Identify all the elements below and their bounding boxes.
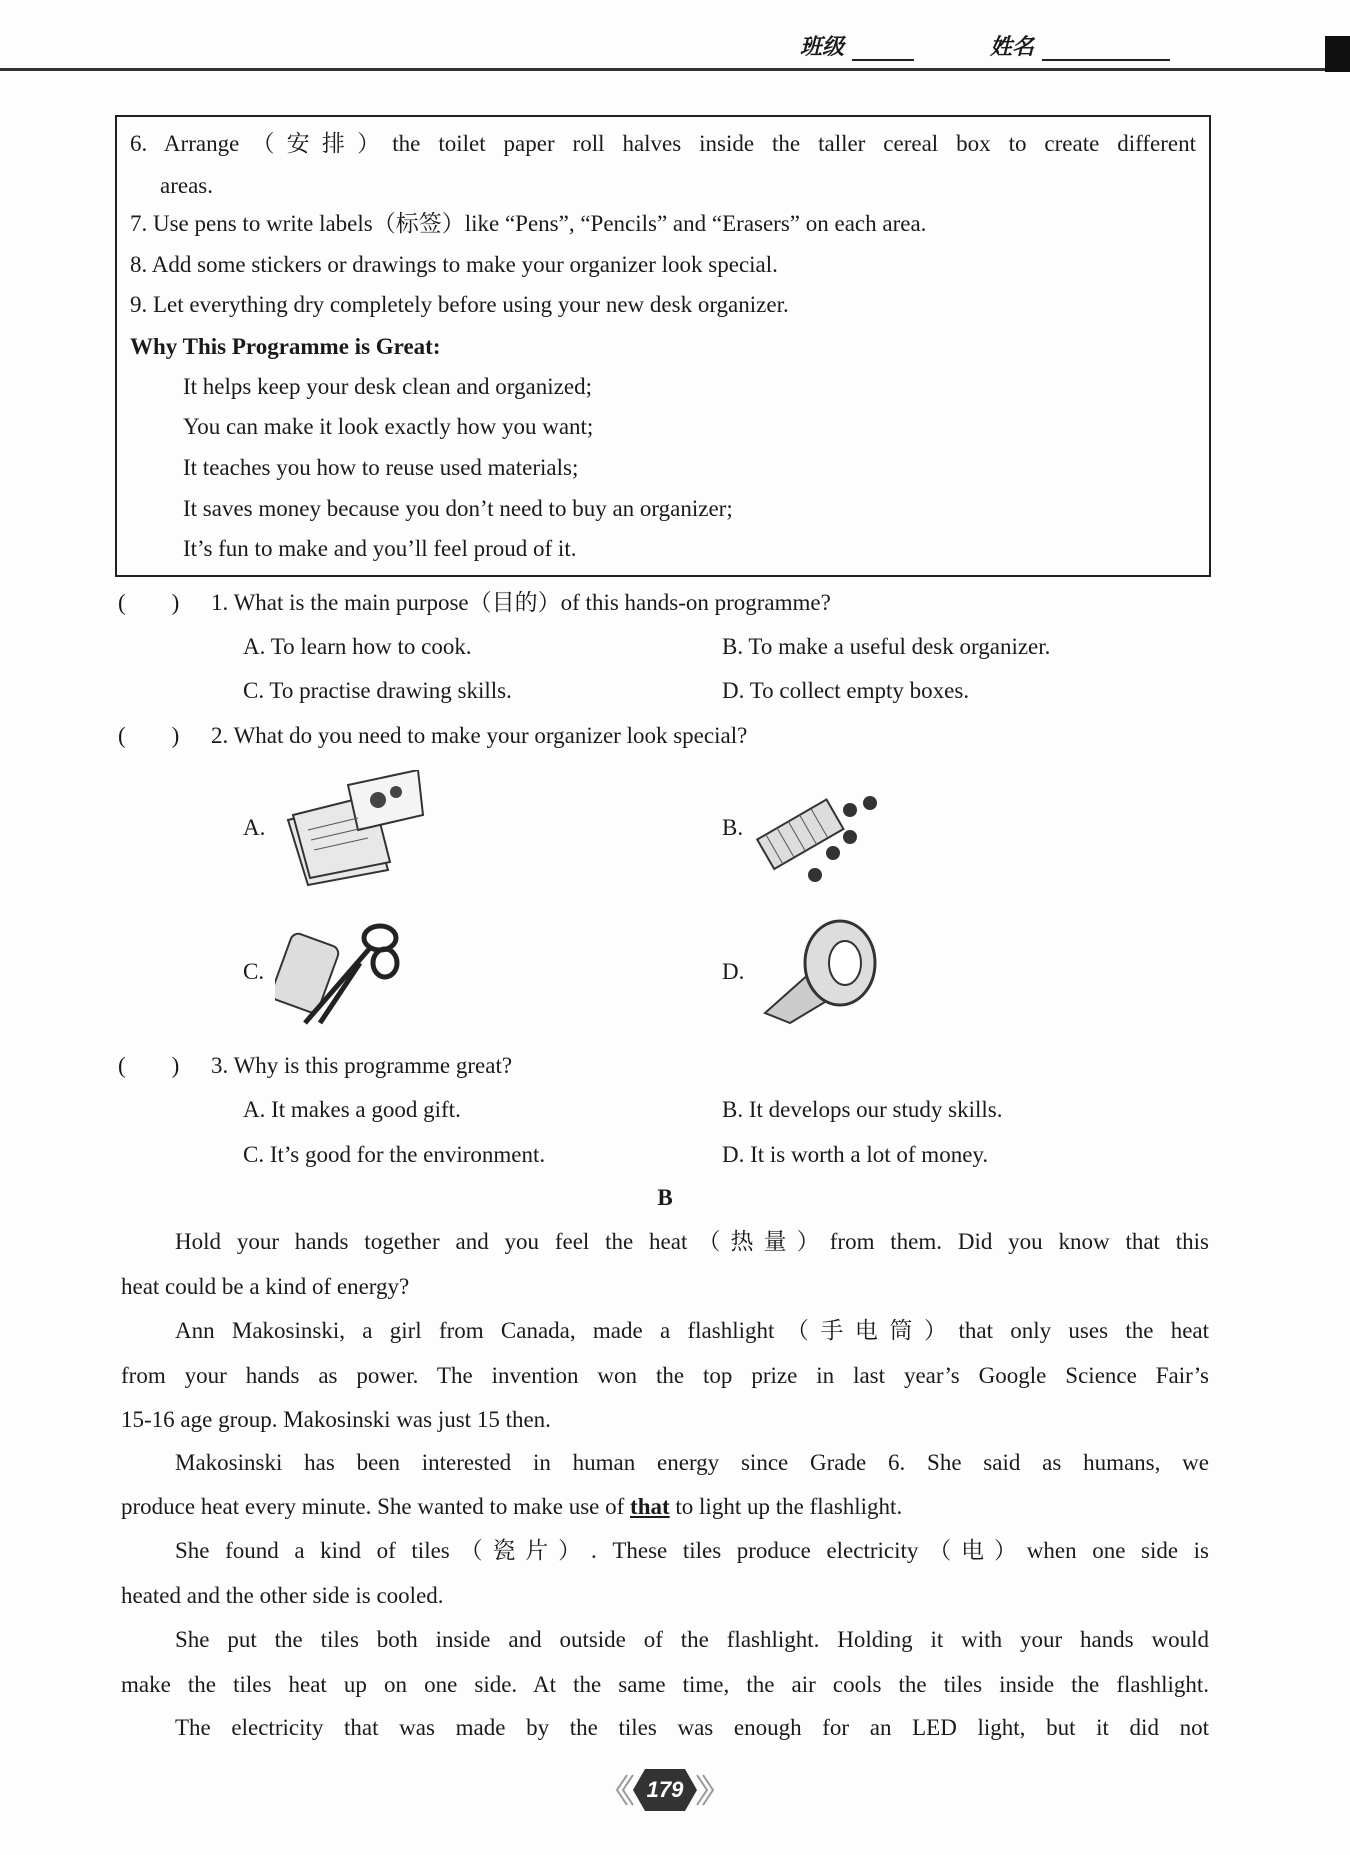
- stickers-image: [755, 785, 885, 885]
- passage-line: heat could be a kind of energy?: [121, 1274, 410, 1299]
- section-b-title: B: [657, 1185, 673, 1210]
- header-rule: [0, 68, 1325, 71]
- name-field[interactable]: [1042, 37, 1170, 61]
- answer-blank[interactable]: ( ): [118, 723, 180, 748]
- option-c: C. It’s good for the environment.: [243, 1142, 546, 1167]
- passage-line: from your hands as power. The invention won the top prize in last year’s Google Science Fair’s: [121, 1363, 1209, 1388]
- passage-line: She put the tiles both inside and outside of the flashlight. Holding it with your hands would: [175, 1627, 1209, 1652]
- question-1: 1. What is the main purpose（目的）of this hands-on programme?: [211, 590, 831, 615]
- passage-line: The electricity that was made by the tiles was enough for an LED light, but it did not: [175, 1715, 1209, 1740]
- option-a: A.: [243, 815, 266, 840]
- question-2: 2. What do you need to make your organizer look special?: [211, 723, 748, 748]
- step-8: 8. Add some stickers or drawings to make your organizer look special.: [130, 252, 778, 277]
- passage-line: Ann Makosinski, a girl from Canada, made a flashlight（手电筒）that only uses the heat: [175, 1318, 1209, 1343]
- step-7: 7. Use pens to write labels（标签）like “Pens”, “Pencils” and “Erasers” on each area.: [130, 211, 927, 236]
- step-9: 9. Let everything dry completely before using your new desk organizer.: [130, 292, 789, 317]
- class-field[interactable]: [852, 37, 914, 61]
- passage-line: [121, 1487, 902, 1527]
- step-6-cont: areas.: [160, 173, 213, 198]
- reason: It’s fun to make and you’ll feel proud of it.: [183, 536, 577, 561]
- why-heading: Why This Programme is Great:: [130, 334, 441, 359]
- option-d: D.: [722, 959, 745, 984]
- option-b: B. To make a useful desk organizer.: [722, 634, 1051, 659]
- option-b: B. It develops our study skills.: [722, 1097, 1003, 1122]
- answer-blank[interactable]: ( ): [118, 1053, 180, 1078]
- option-a: A. It makes a good gift.: [243, 1097, 461, 1122]
- option-b: B.: [722, 815, 744, 840]
- passage-line: She found a kind of tiles（瓷片）. These tiles produce electricity（电）when one side is: [175, 1538, 1209, 1563]
- option-d: D. It is worth a lot of money.: [722, 1142, 989, 1167]
- name-label: 姓名: [990, 30, 1170, 61]
- newspapers-image: [278, 770, 428, 890]
- page-number: 179: [646, 1777, 684, 1802]
- passage-line: Makosinski has been interested in human energy since Grade 6. She said as humans, we: [175, 1450, 1209, 1475]
- passage-line: Hold your hands together and you feel the heat（热量）from them. Did you know that this: [175, 1229, 1209, 1254]
- option-d: D. To collect empty boxes.: [722, 678, 970, 703]
- tape-roll-image: [760, 918, 880, 1028]
- reason: It helps keep your desk clean and organized;: [183, 374, 592, 399]
- option-a: A. To learn how to cook.: [243, 634, 472, 659]
- underlined-word: that: [630, 1494, 670, 1519]
- passage-line: 15-16 age group. Makosinski was just 15 then.: [121, 1407, 551, 1432]
- option-c: C. To practise drawing skills.: [243, 678, 512, 703]
- reason: You can make it look exactly how you want;: [183, 414, 594, 439]
- glue-and-scissors-image: [275, 918, 405, 1028]
- step-6: 6. Arrange（安排）the toilet paper roll halves inside the taller cereal box to create different: [130, 131, 1196, 156]
- reason: It teaches you how to reuse used materials;: [183, 455, 579, 480]
- option-c: C.: [243, 959, 265, 984]
- passage-line: make the tiles heat up on one side. At the same time, the air cools the tiles inside the flashlight.: [121, 1672, 1209, 1697]
- passage-line: heated and the other side is cooled.: [121, 1583, 444, 1608]
- passage-text: to light up the flashlight.: [669, 1494, 903, 1519]
- passage-text: produce heat every minute. She wanted to make use of: [121, 1494, 631, 1519]
- answer-blank[interactable]: ( ): [118, 590, 180, 615]
- reason: It saves money because you don’t need to buy an organizer;: [183, 496, 733, 521]
- question-3: 3. Why is this programme great?: [211, 1053, 513, 1078]
- page-edge-tab: [1325, 36, 1350, 72]
- class-label: 班级: [800, 30, 914, 61]
